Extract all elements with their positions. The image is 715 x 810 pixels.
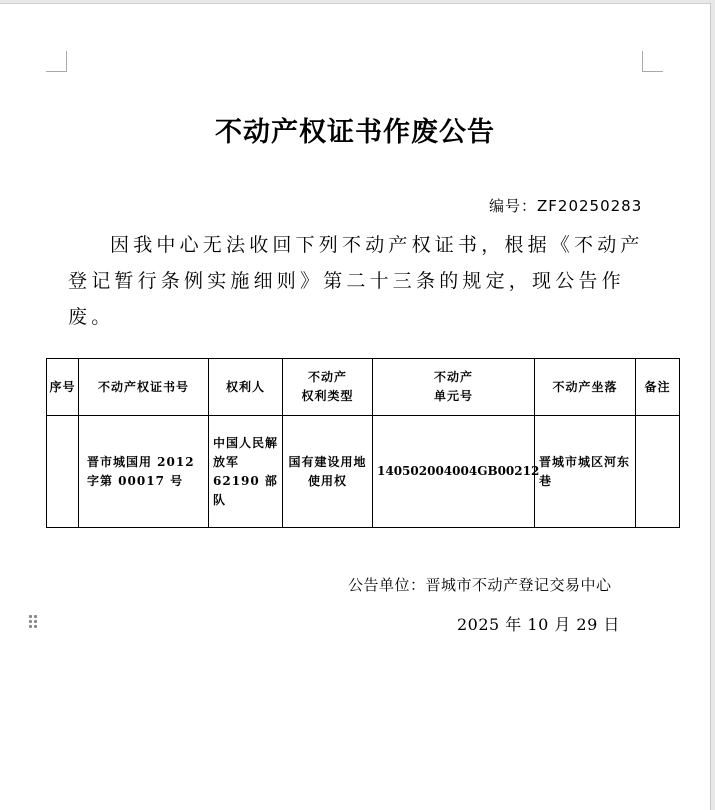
header-location: 不动产坐落 [535,359,636,416]
document-number: 编号：ZF20250283 [489,197,643,215]
issuer-signature: 公告单位：晋城市不动产登记交易中心 [348,576,612,594]
document-page [0,3,711,810]
margin-corner-top-right [642,51,663,72]
cell-remark [636,416,680,528]
header-remark: 备注 [636,359,680,416]
cell-location: 晋城市城区河东巷 [535,416,636,528]
certificate-table [46,358,680,528]
header-index: 序号 [47,359,79,416]
body-paragraph-text: 因我中心无法收回下列不动产权证书，根据《不动产登记暂行条例实施细则》第二十三条的规定，现公告作废。 [68,234,644,328]
header-holder: 权利人 [209,359,283,416]
document-title: 不动产权证书作废公告 [215,117,495,148]
cell-index [47,416,79,528]
drag-handle-icon[interactable] [29,615,39,629]
cell-holder: 中国人民解放军 62190 部队 [209,416,283,528]
table-header-row [47,359,680,416]
header-right-type: 不动产 权利类型 [283,359,373,416]
cell-right-type: 国有建设用地使用权 [283,416,373,528]
cell-certificate-no: 晋市城国用 2012 字第 00017 号 [79,416,209,528]
table-row [47,416,680,528]
header-certificate-no: 不动产权证书号 [79,359,209,416]
cell-unit-no: 140502004004GB00212 [373,416,535,528]
body-paragraph [68,227,658,335]
margin-corner-top-left [46,51,67,72]
header-unit-no: 不动产 单元号 [373,359,535,416]
issue-date: 2025 年 10 月 29 日 [457,615,620,634]
